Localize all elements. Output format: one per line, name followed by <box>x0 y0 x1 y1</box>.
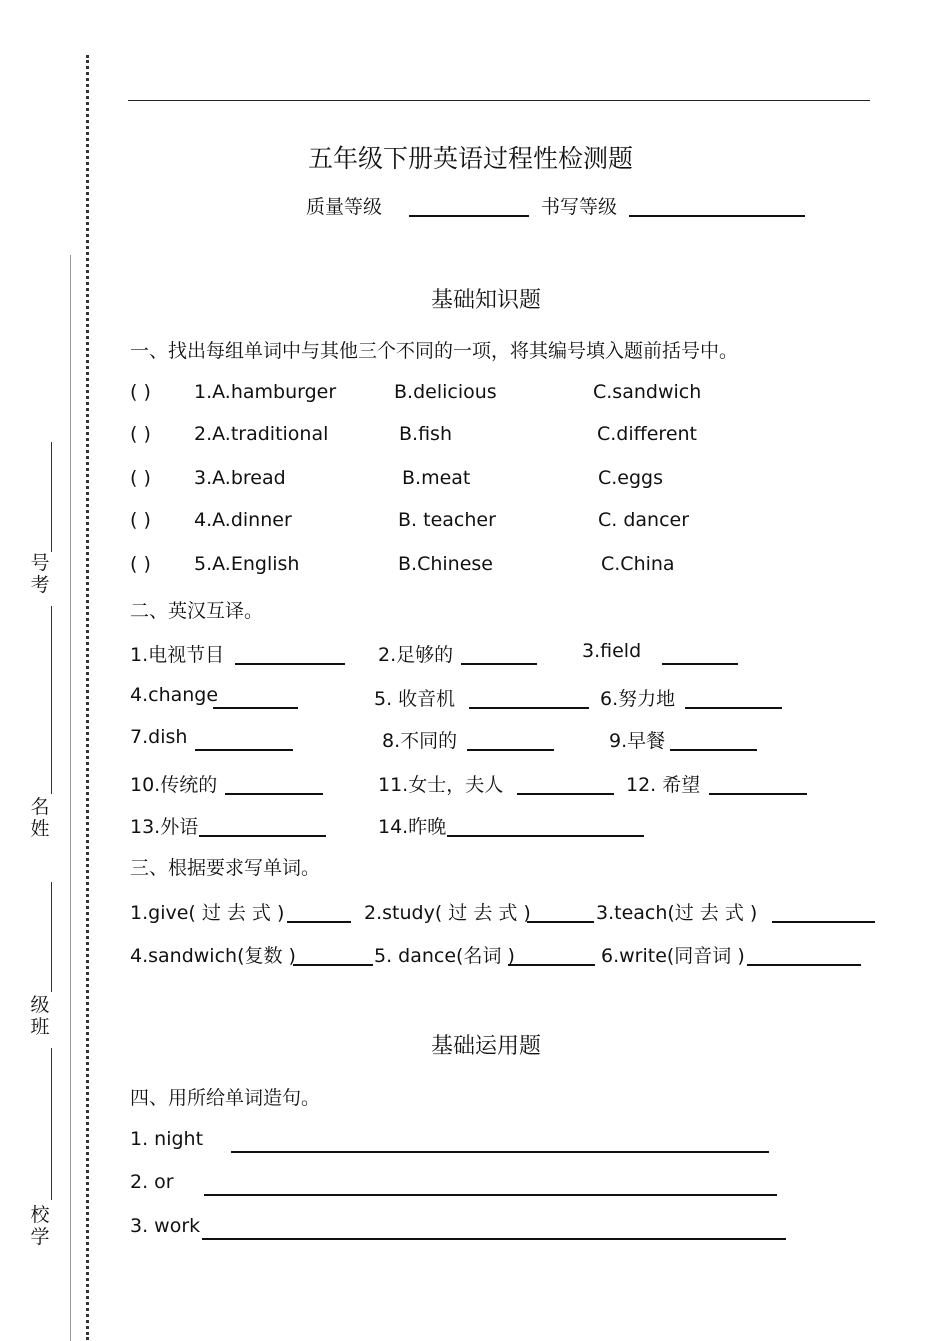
q2-blank-14[interactable] <box>447 813 644 837</box>
q4-blank-1[interactable] <box>231 1129 769 1153</box>
q4-blank-3[interactable] <box>202 1216 786 1240</box>
q1-option-b: B.Chinese <box>398 553 493 575</box>
q1-instruction: 一、找出每组单词中与其他三个不同的一项，将其编号填入题前括号中。 <box>130 340 739 362</box>
q2-item-13: 13.外语 <box>130 816 199 838</box>
q2-item-14: 14.昨晚 <box>378 816 447 838</box>
q2-blank-2[interactable] <box>461 641 537 665</box>
q1-option-b: B. teacher <box>398 509 496 531</box>
q1-option-c: C.sandwich <box>593 381 702 403</box>
q4-item-3: 3. work <box>130 1215 201 1237</box>
q3-blank-3[interactable] <box>772 899 875 923</box>
q3-blank-5[interactable] <box>508 942 595 966</box>
quality-grade-blank[interactable] <box>409 193 529 217</box>
q2-blank-8[interactable] <box>467 727 554 751</box>
q1-option-a: 1.A.hamburger <box>194 381 337 403</box>
q3-blank-4[interactable] <box>293 942 373 966</box>
q1-option-b: B.fish <box>399 423 452 445</box>
quality-grade-label: 质量等级 <box>306 196 383 218</box>
q2-item-5: 5. 收音机 <box>374 688 456 710</box>
school-label: 校 学 <box>30 1204 50 1248</box>
section-title-basic-application: 基础运用题 <box>431 1034 542 1059</box>
q2-blank-11[interactable] <box>517 771 614 795</box>
q2-blank-12[interactable] <box>709 771 807 795</box>
q1-option-a: 4.A.dinner <box>194 509 292 531</box>
name-label: 名 姓 <box>30 796 50 840</box>
q3-item-6: 6.write(同音词 ) <box>601 945 745 967</box>
q2-item-10: 10.传统的 <box>130 774 218 796</box>
q2-blank-7[interactable] <box>195 727 293 751</box>
q2-blank-4[interactable] <box>213 685 298 709</box>
writing-grade-label: 书写等级 <box>541 196 618 218</box>
q2-blank-5[interactable] <box>469 685 589 709</box>
binding-dotted-line <box>86 55 89 1340</box>
q3-instruction: 三、根据要求写单词。 <box>130 857 321 879</box>
q4-item-1: 1. night <box>130 1128 204 1150</box>
exam-number-label: 号 考 <box>30 552 50 596</box>
writing-grade-blank[interactable] <box>629 193 805 217</box>
q1-answer-paren[interactable]: ( ) <box>130 467 151 489</box>
q3-blank-2[interactable] <box>527 899 594 923</box>
q2-item-12: 12. 希望 <box>626 774 701 796</box>
q1-answer-paren[interactable]: ( ) <box>130 553 151 575</box>
q1-option-c: C.China <box>601 553 675 575</box>
q2-item-4: 4.change <box>130 684 219 706</box>
q4-item-2: 2. or <box>130 1171 174 1193</box>
q3-item-5: 5. dance(名词 ) <box>374 945 515 967</box>
q2-blank-3[interactable] <box>662 641 738 665</box>
q2-item-2: 2.足够的 <box>378 644 454 666</box>
q1-option-a: 3.A.bread <box>194 467 286 489</box>
q3-item-4: 4.sandwich(复数 ) <box>130 945 296 967</box>
q1-option-c: C.different <box>597 423 698 445</box>
section-title-basic-knowledge: 基础知识题 <box>431 288 542 313</box>
q2-blank-1[interactable] <box>235 641 345 665</box>
q1-answer-paren[interactable]: ( ) <box>130 509 151 531</box>
q2-item-6: 6.努力地 <box>600 688 676 710</box>
margin-segment <box>51 1048 52 1200</box>
q2-item-11: 11.女士，夫人 <box>378 774 504 796</box>
q1-option-a: 2.A.traditional <box>194 423 329 445</box>
page-title: 五年级下册英语过程性检测题 <box>308 144 634 173</box>
q1-option-b: B.meat <box>402 467 471 489</box>
margin-segment <box>51 442 52 552</box>
q2-blank-9[interactable] <box>670 727 757 751</box>
class-label: 级 班 <box>30 994 50 1038</box>
q4-instruction: 四、用所给单词造句。 <box>130 1087 321 1109</box>
q3-blank-6[interactable] <box>747 942 861 966</box>
q2-instruction: 二、英汉互译。 <box>130 600 264 622</box>
q1-option-c: C. dancer <box>598 509 690 531</box>
q3-item-2: 2.study( 过 去 式 ) <box>364 902 531 924</box>
q3-item-1: 1.give( 过 去 式 ) <box>130 902 285 924</box>
top-rule <box>128 100 870 101</box>
margin-segment <box>51 882 52 992</box>
margin-segment <box>51 606 52 794</box>
q2-blank-13[interactable] <box>199 813 326 837</box>
q3-item-3: 3.teach(过 去 式 ) <box>596 902 758 924</box>
q3-blank-1[interactable] <box>287 899 351 923</box>
margin-rule <box>70 255 71 1341</box>
q2-item-8: 8.不同的 <box>382 730 458 752</box>
q1-option-a: 5.A.English <box>194 553 300 575</box>
q1-option-b: B.delicious <box>394 381 497 403</box>
q2-item-3: 3.field <box>582 640 642 662</box>
q4-blank-2[interactable] <box>204 1172 777 1196</box>
q2-item-9: 9.早餐 <box>609 730 666 752</box>
q2-item-1: 1.电视节目 <box>130 644 225 666</box>
q2-item-7: 7.dish <box>130 726 188 748</box>
q2-blank-10[interactable] <box>225 771 323 795</box>
q2-blank-6[interactable] <box>685 685 782 709</box>
q1-option-c: C.eggs <box>598 467 664 489</box>
q1-answer-paren[interactable]: ( ) <box>130 423 151 445</box>
q1-answer-paren[interactable]: ( ) <box>130 381 151 403</box>
